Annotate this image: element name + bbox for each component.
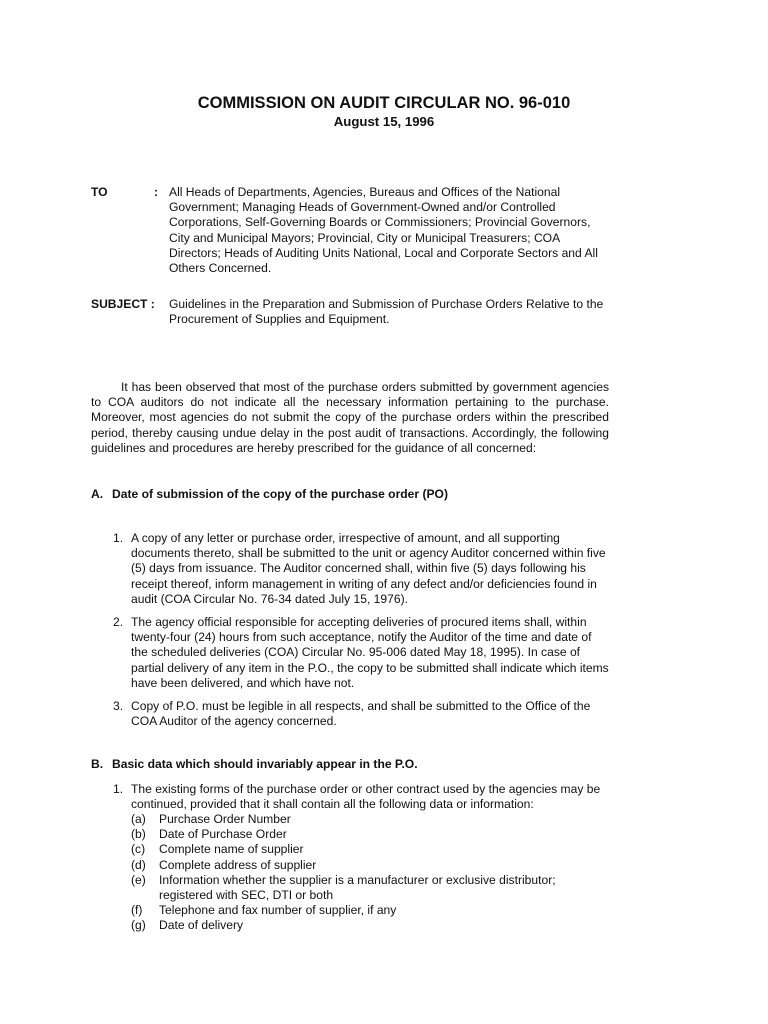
section-a-title: Date of submission of the copy of the purchase order (PO) <box>112 487 448 501</box>
sub-item <box>131 873 611 903</box>
sub-item <box>131 812 611 827</box>
to-text: All Heads of Departments, Agencies, Bureaus and Offices of the National Government; Managing Heads of Government-Owned and/or Controlled Corporations, Self-Governing Boards or Commissioners; Provincial Governors, City and Municipal Mayors; Provincial, City or Municipal Treasurers; COA Directors; Heads of Auditing Units National, Local and Corporate Sectors and All Others Concerned. <box>169 185 598 276</box>
list-item <box>113 699 609 729</box>
sub-item-text: Purchase Order Number <box>159 812 291 826</box>
sub-item-text: Complete name of supplier <box>159 842 304 857</box>
item-number: 1. <box>113 782 124 796</box>
circular-title: COMMISSION ON AUDIT CIRCULAR NO. 96-010 <box>197 94 571 112</box>
sub-item-text: Complete address of supplier <box>159 857 317 872</box>
sub-item <box>131 858 611 873</box>
sub-item <box>131 842 611 857</box>
to-block <box>91 185 611 276</box>
section-a-heading <box>91 487 448 502</box>
section-b-letter: B. <box>91 757 104 771</box>
sub-item-key: (c) <box>131 842 146 857</box>
subject-block <box>91 297 611 327</box>
sub-item-text: Information whether the supplier is a manufacturer or exclusive distributor; registered with SEC, DTI or both <box>159 872 556 903</box>
sub-item-key: (a) <box>131 812 146 826</box>
intro-paragraph: It has been observed that most of the purchase orders submitted by government agencies to COA auditors do not indicate all the necessary information pertaining to the purchase. Moreover, most agencies do not submit the copy of the purchase orders within the prescribed period, thereby causing undue delay in the post audit of transactions. Accordingly, the following guidelines and procedures are hereby prescribed for the guidance of all concerned: <box>91 380 609 455</box>
sub-item-text: Date of delivery <box>159 918 244 933</box>
item-text: A copy of any letter or purchase order, irrespective of amount, and all supporting documents thereto, shall be submitted to the unit or agency Auditor concerned within five (5) days from issuance. The Auditor concerned shall, within five (5) days following his receipt thereof, inform management in writing of any defect and/or deficiencies found in audit (COA Circular No. 76-34 dated July 15, 1976). <box>131 531 606 606</box>
item-number: 1. <box>113 531 124 545</box>
sub-item <box>131 903 611 918</box>
sub-list <box>131 812 611 934</box>
sub-item <box>131 827 611 842</box>
section-a-letter: A. <box>91 487 104 501</box>
list-item <box>113 615 609 691</box>
item-text: The existing forms of the purchase order or other contract used by the agencies may be continued, provided that it shall contain all the following data or information: <box>131 782 601 812</box>
sub-item-key: (g) <box>131 918 146 933</box>
circular-date: August 15, 1996 <box>333 114 435 129</box>
item-text: Copy of P.O. must be legible in all respects, and shall be submitted to the Office of the COA Auditor of the agency concerned. <box>131 699 591 729</box>
sub-item <box>131 918 611 933</box>
sub-item-key: (f) <box>131 903 143 918</box>
sub-item-key: (b) <box>131 827 146 842</box>
sub-item-key: (e) <box>131 872 146 887</box>
list-item <box>113 782 609 812</box>
item-number: 2. <box>113 615 124 629</box>
subject-label: SUBJECT : <box>91 297 155 311</box>
section-b-title: Basic data which should invariably appear in the P.O. <box>112 757 418 771</box>
item-number: 3. <box>113 699 124 713</box>
sub-item-key: (d) <box>131 857 146 872</box>
list-item <box>113 531 609 607</box>
subject-text: Guidelines in the Preparation and Submission of Purchase Orders Relative to the Procurement of Supplies and Equipment. <box>169 297 604 327</box>
item-text: The agency official responsible for accepting deliveries of procured items shall, within twenty-four (24) hours from such acceptance, notify the Auditor of the time and date of the scheduled deliveries (COA) Circular No. 95-006 dated May 18, 1995). In case of partial delivery of any item in the P.O., the copy to be submitted shall indicate which items have been delivered, and which have not. <box>131 615 609 690</box>
to-label: TO <box>91 185 108 199</box>
section-b-heading <box>91 757 418 772</box>
to-colon: : <box>154 185 159 199</box>
sub-item-text: Date of Purchase Order <box>159 827 287 842</box>
sub-item-text: Telephone and fax number of supplier, if any <box>159 903 397 918</box>
